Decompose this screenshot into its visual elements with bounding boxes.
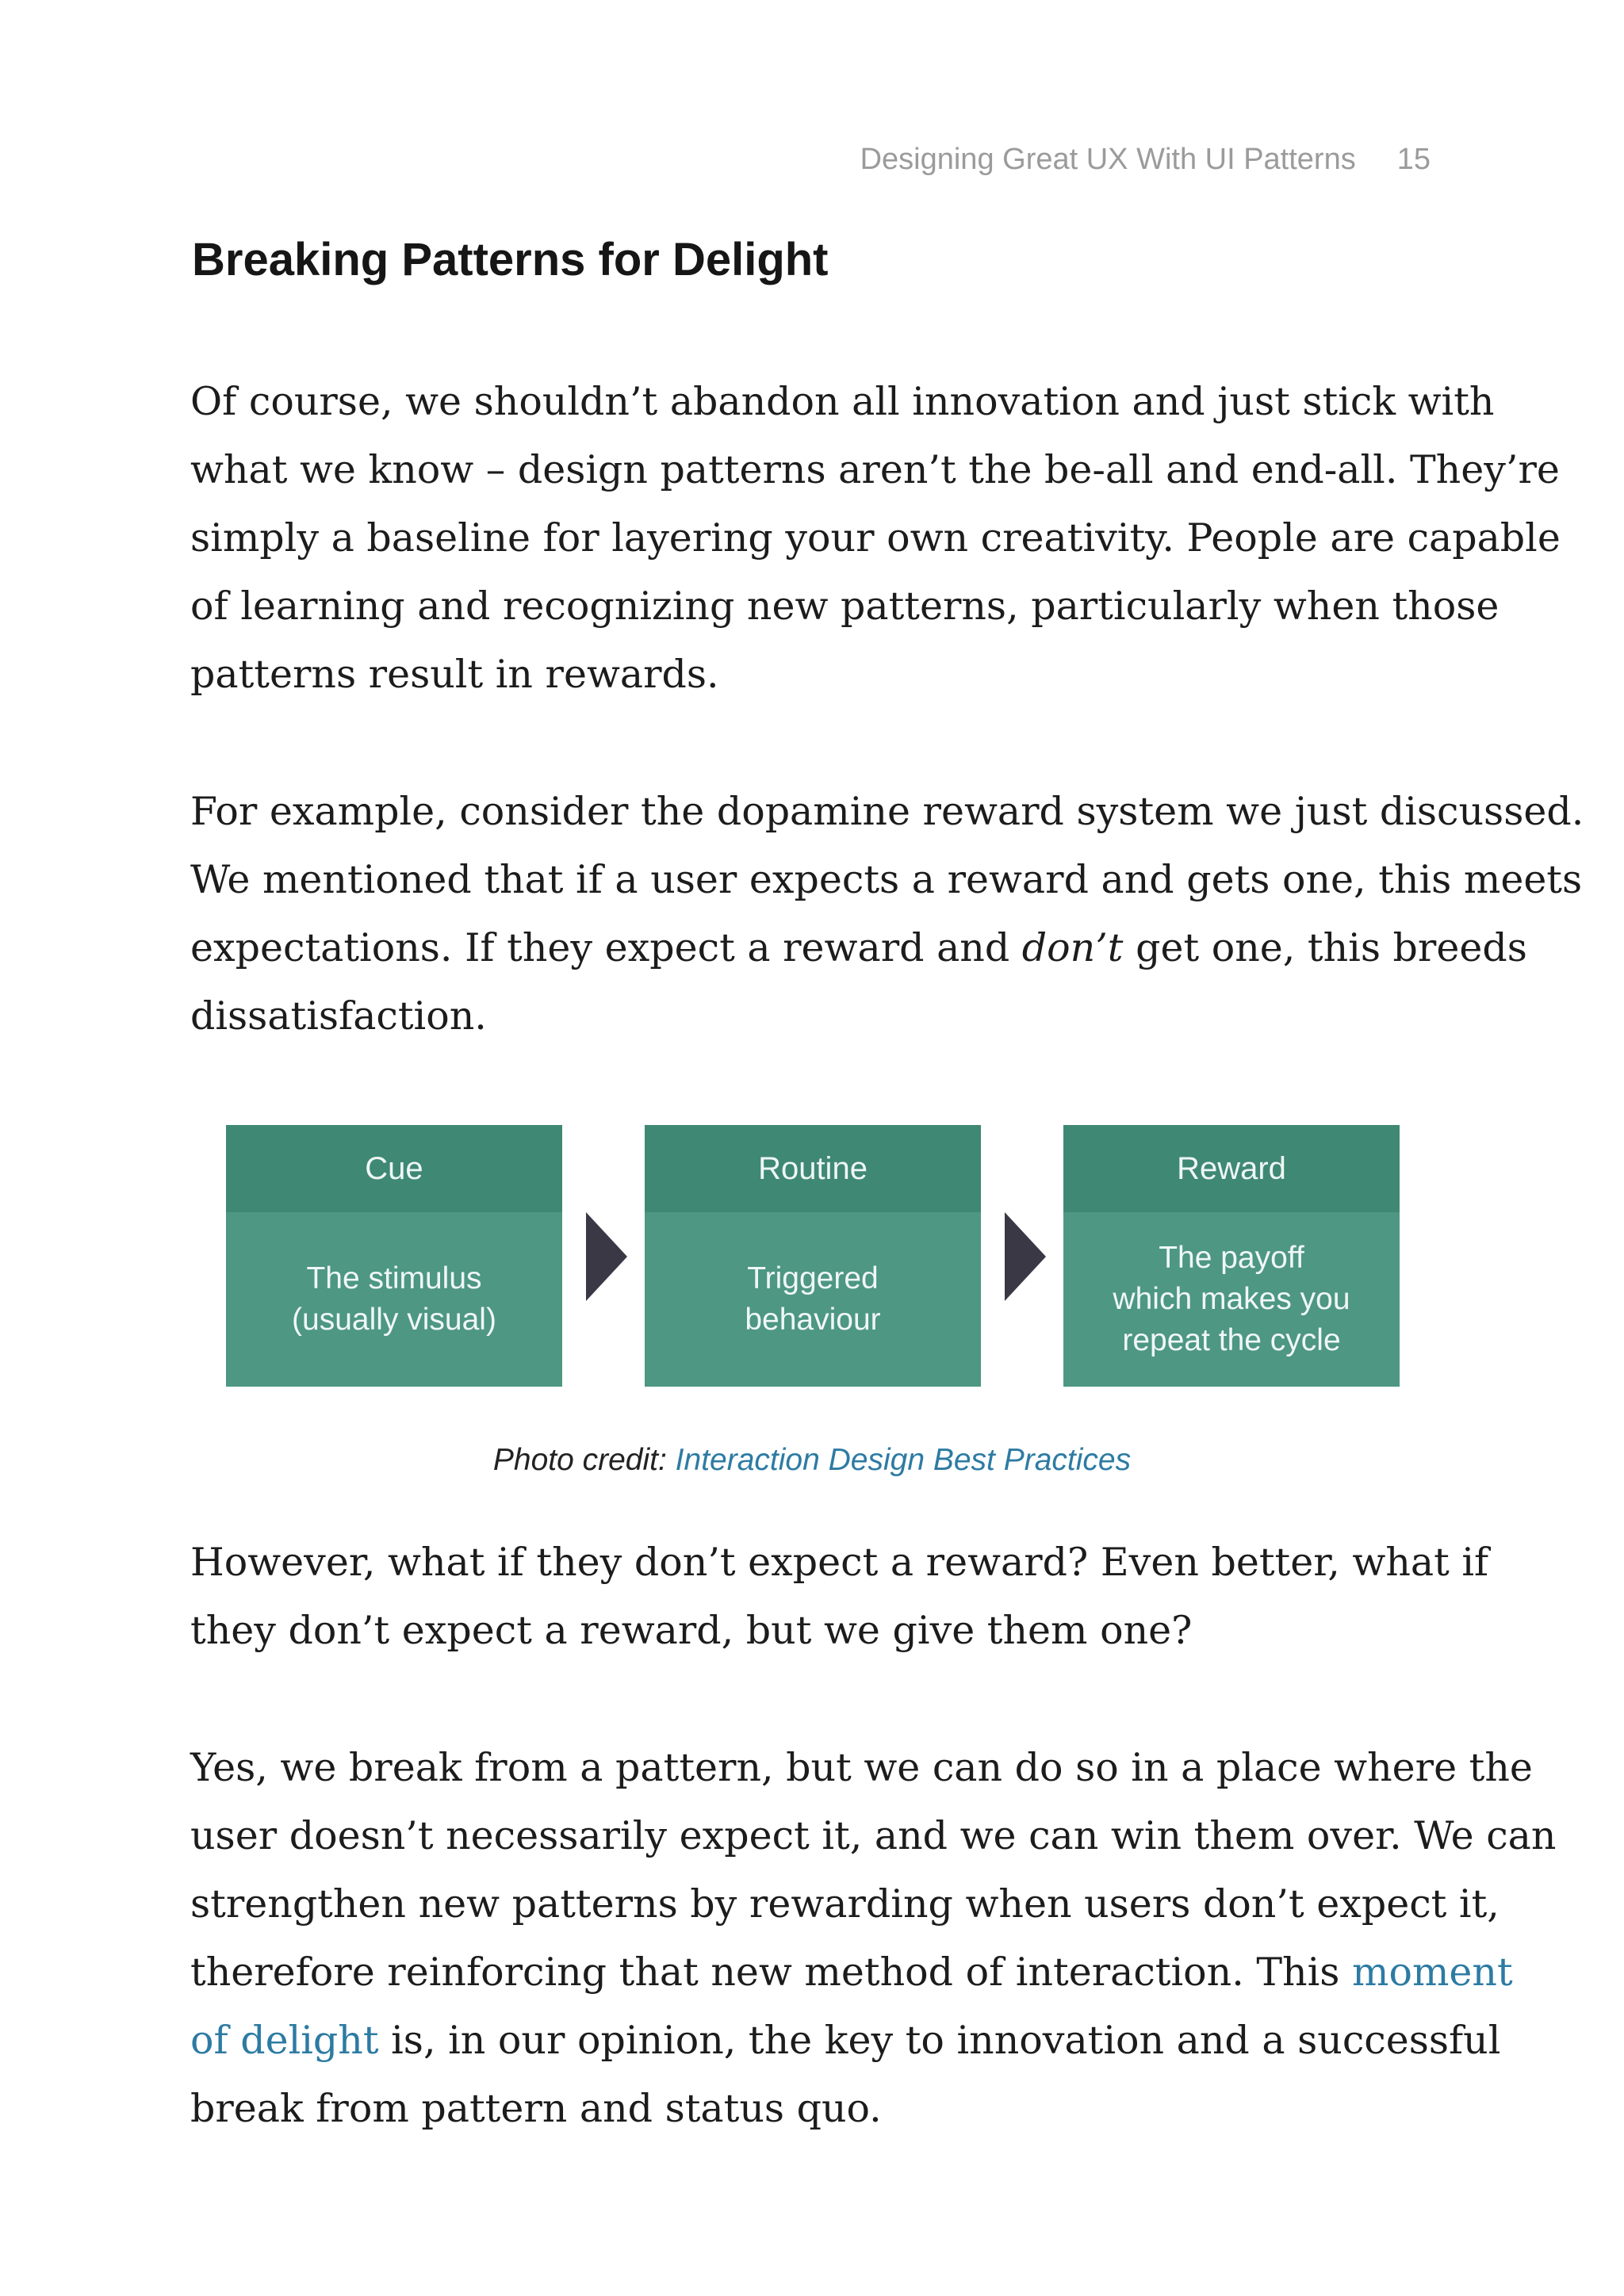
moment-of-delight-link[interactable]: of delight [190,2018,379,2063]
paragraph-1 [190,368,1561,709]
text-segment: get one, this breeds [1123,925,1527,970]
paragraph-line [190,1938,1513,2007]
paragraph-line: For example, consider the dopamine reward system we just discussed. [190,789,1584,834]
paragraph-4 [190,1734,1557,2143]
paragraph-line: dissatisfaction. [190,993,487,1039]
diagram-step-cue [226,1125,562,1387]
step-body-line: (usually visual) [292,1303,496,1337]
step-body-line: Triggered [747,1261,879,1295]
paragraph-line: Of course, we shouldn’t abandon all innovation and just stick with [190,379,1495,424]
diagram-step-routine [645,1125,981,1387]
paragraph-line: Yes, we break from a pattern, but we can do so in a place where the [190,1745,1533,1790]
step-body-line: behaviour [745,1303,881,1337]
caption-prefix: Photo credit: [492,1443,676,1477]
paragraph-2 [190,778,1584,1050]
paragraph-line [190,2007,1501,2075]
caption-link[interactable]: Interaction Design Best Practices [675,1443,1132,1477]
section-title: Breaking Patterns for Delight [192,234,829,285]
step-title: Reward [1063,1125,1400,1212]
arrow-right-icon [581,1212,629,1301]
step-body-line: which makes you [1113,1282,1350,1316]
step-body [645,1212,981,1387]
arrow-right-icon [1000,1212,1048,1301]
paragraph-line: strengthen new patterns by rewarding when users don’t expect it, [190,1881,1500,1927]
text-segment: therefore reinforcing that new method of interaction. This [190,1950,1352,1995]
step-body-line: The payoff [1159,1241,1304,1275]
diagram-step-reward [1063,1125,1400,1387]
step-body [1063,1212,1400,1387]
paragraph-line: simply a baseline for layering your own creativity. People are capable [190,515,1561,561]
step-title: Cue [226,1125,562,1212]
paragraph-line: of learning and recognizing new patterns, particularly when those [190,584,1500,629]
step-body-line: The stimulus [306,1261,482,1295]
step-title: Routine [645,1125,981,1212]
running-header [860,143,1431,177]
step-body [226,1212,562,1387]
paragraph-line: user doesn’t necessarily expect it, and we can win them over. We can [190,1813,1557,1858]
paragraph-line: patterns result in rewards. [190,652,719,697]
emphasis-text: don’t [1021,925,1124,970]
book-title: Designing Great UX With UI Patterns [860,143,1356,176]
text-segment: is, in our opinion, the key to innovation and a successful [378,2018,1501,2063]
paragraph-line: break from pattern and status quo. [190,2086,882,2131]
paragraph-line: We mentioned that if a user expects a reward and gets one, this meets [190,857,1583,902]
paragraph-line: However, what if they don’t expect a reward? Even better, what if [190,1540,1489,1585]
paragraph-line: what we know – design patterns aren’t the be-all and end-all. They’re [190,447,1560,492]
habit-loop-diagram [226,1125,1400,1387]
text-segment: expectations. If they expect a reward and [190,925,1022,970]
paragraph-3 [190,1529,1489,1665]
moment-of-delight-link[interactable]: moment [1352,1950,1513,1995]
paragraph-line: they don’t expect a reward, but we give them one? [190,1608,1193,1653]
page-number: 15 [1396,143,1431,176]
step-body-line: repeat the cycle [1122,1323,1341,1357]
photo-credit-caption [0,1443,1624,1478]
paragraph-line [190,914,1527,982]
